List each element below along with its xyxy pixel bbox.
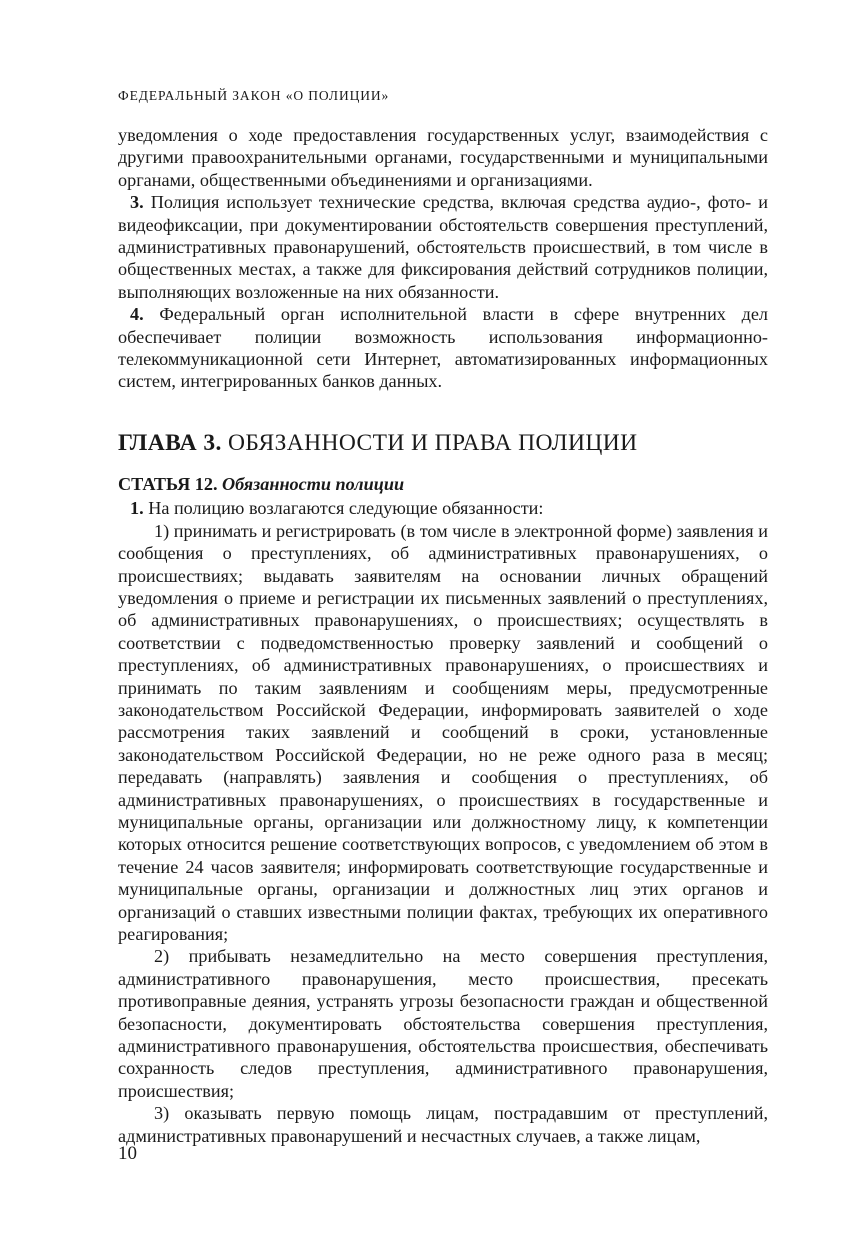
article-heading [118,473,768,495]
article-title: Обязанности полиции [222,473,405,494]
paragraph-number: 1. [130,498,144,519]
paragraph-3 [118,191,768,303]
running-head: ФЕДЕРАЛЬНЫЙ ЗАКОН «О ПОЛИЦИИ» [118,88,390,103]
list-item-3: 3) оказывать первую помощь лицам, пострадавшим от преступлений, административных правонарушений и несчастных случаев, а также лицам, [118,1103,768,1146]
list-item-1: 1) принимать и регистрировать (в том числе в электронной форме) заявления и сообщения о преступлениях, об административных правонарушениях, о происшествиях; выдавать заявителям на основании личных обращений уведомления о приеме и регистрации их письменных заявлений о преступлениях, об административных правонарушениях, о происшествиях; осуществлять в соответствии с подведомственностью проверку заявлений и сообщений о преступлениях, об административных правонарушениях, о происшествиях и принимать по таким заявлениям и сообщениям меры, предусмотренные законодательством Российской Федерации, информировать заявителей о ходе рассмотрения таких заявлений и сообщений в сроки, установленные законодательством Российской Федерации, но не реже одного раза в месяц; передавать (направлять) заявления и сообщения о преступлениях, об административных правонарушениях, о происшествиях в государственные и муниципальные органы, организации или должностному лицу, к компетенции которых относится решение соответствующих вопросов, с уведомлением об этом в течение 24 часов заявителя; информировать соответствующие государственные и муниципальные органы, организации и должностных лиц этих органов и организаций о ставших известными полиции фактах, требующих их оперативного реагирования; [118,520,768,944]
article-label: СТАТЬЯ 12. [118,473,218,494]
page-body [118,86,768,1147]
chapter-label: ГЛАВА 3. [118,429,222,456]
paragraph-text: Полиция использует технические средства, включая средства аудио-, фото- и видеофиксации, при документировании обстоятельств совершения преступлений, административных правонарушений, обстоятельств происшествий, в том числе в общественных местах, а также для фиксирования действий сотрудников полиции, выполняющих возложенные на них обязанности. [118,192,769,302]
list-item-2: 2) прибывать незамедлительно на место совершения преступления, административного правонарушения, место происшествия, пресекать противоправные деяния, устранять угрозы безопасности граждан и общественной безопасности, документировать обстоятельства совершения преступления, административного правонарушения, обстоятельства происшествия, обеспечивать сохранность следов преступления, административного правонарушения, происшествия; [118,946,768,1101]
paragraph-number: 4. [130,304,144,325]
paragraph-text: На полицию возлагаются следующие обязанности: [148,498,544,519]
chapter-title: ОБЯЗАННОСТИ И ПРАВА ПОЛИЦИИ [228,429,638,456]
chapter-heading [118,429,768,457]
page-number: 10 [118,1143,137,1164]
paragraph-4 [118,303,768,393]
paragraph-continuation: уведомления о ходе предоставления государственных услуг, взаимодействия с другими правоохранительными органами, государственными и муниципальными органами, общественными объединениями и организациями. [118,125,768,190]
paragraph-text: Федеральный орган исполнительной власти в сфере внутренних дел обеспечивает полиции возможность использования информационно-телекоммуникационной сети Интернет, автоматизированных информационных систем, интегрированных банков данных. [118,304,768,392]
paragraph-number: 3. [130,192,144,213]
article-paragraph-1 [118,497,768,519]
